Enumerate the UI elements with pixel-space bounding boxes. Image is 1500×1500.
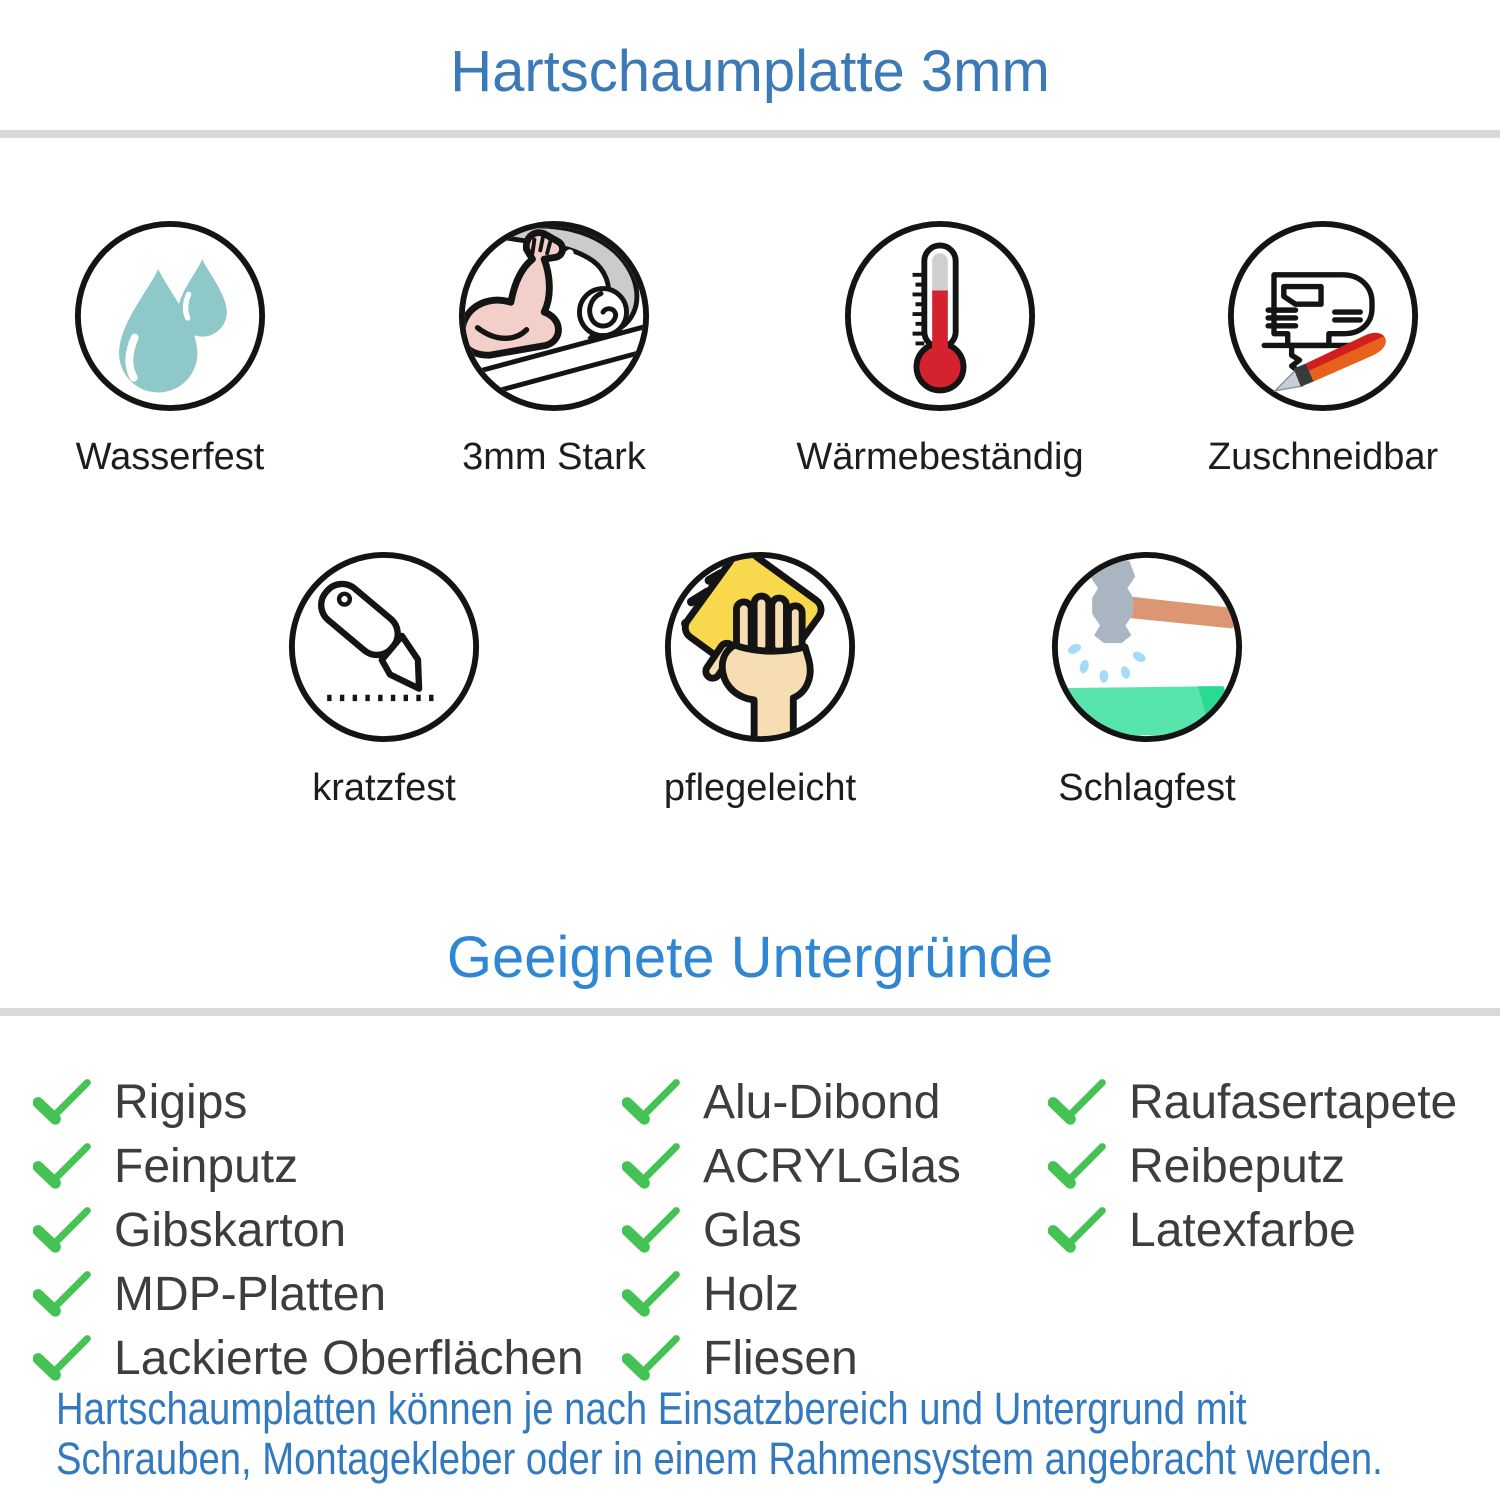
feature-3mm-stark [384, 218, 724, 479]
substrate-column-1 [33, 1070, 584, 1390]
feature-label: 3mm Stark [462, 436, 646, 478]
substrate-label: Rigips [114, 1075, 248, 1129]
footer-note [56, 1384, 1383, 1484]
substrate-item [33, 1326, 584, 1390]
divider [0, 130, 1500, 138]
check-icon [33, 1078, 91, 1126]
feature-label: kratzfest [312, 767, 456, 809]
thermometer-icon [842, 218, 1038, 414]
check-icon [33, 1142, 91, 1190]
substrate-label: Glas [703, 1203, 802, 1257]
substrate-column-2 [622, 1070, 961, 1390]
footer-line: Hartschaumplatten können je nach Einsatzbereich und Untergrund mit [56, 1383, 1247, 1434]
water-drops-icon [72, 218, 268, 414]
substrate-item [33, 1070, 584, 1134]
substrate-label: Lackierte Oberflächen [114, 1331, 584, 1385]
utility-knife-icon [286, 549, 482, 745]
check-icon [1048, 1142, 1106, 1190]
substrate-item [622, 1134, 961, 1198]
substrate-item [622, 1198, 961, 1262]
check-icon [622, 1142, 680, 1190]
feature-label: Schlagfest [1058, 767, 1236, 809]
substrate-label: Fliesen [703, 1331, 858, 1385]
feature-kratzfest [214, 549, 554, 810]
feature-waermebestaendig [770, 218, 1110, 479]
substrate-label: Holz [703, 1267, 800, 1321]
feature-label: pflegeleicht [663, 767, 857, 809]
substrate-label: ACRYLGlas [703, 1139, 961, 1193]
substrate-label: Alu-Dibond [703, 1075, 941, 1129]
feature-wasserfest [0, 218, 340, 479]
check-icon [1048, 1078, 1106, 1126]
substrate-item [622, 1070, 961, 1134]
substrate-label: Gibskarton [114, 1203, 347, 1257]
feature-label: Zuschneidbar [1207, 436, 1439, 478]
check-icon [622, 1270, 680, 1318]
substrate-label: Raufasertapete [1129, 1075, 1458, 1129]
hand-wiping-cloth-icon [662, 549, 858, 745]
substrate-item [1048, 1198, 1457, 1262]
substrate-item [622, 1262, 961, 1326]
substrate-item [33, 1198, 584, 1262]
feature-label: Wärmebeständig [796, 436, 1084, 478]
check-icon [33, 1206, 91, 1254]
check-icon [622, 1206, 680, 1254]
feature-schlagfest [977, 549, 1317, 810]
hammer-impact-icon [1049, 549, 1245, 745]
check-icon [622, 1078, 680, 1126]
substrate-item [622, 1326, 961, 1390]
substrate-label: Reibeputz [1129, 1139, 1346, 1193]
feature-zuschneidbar [1153, 218, 1493, 479]
check-icon [622, 1334, 680, 1382]
check-icon [33, 1270, 91, 1318]
substrate-item [33, 1134, 584, 1198]
check-icon [33, 1334, 91, 1382]
substrate-item [1048, 1134, 1457, 1198]
feature-pflegeleicht [590, 549, 930, 810]
footer-line: Schrauben, Montagekleber oder in einem Rahmensystem angebracht werden. [56, 1433, 1383, 1484]
jigsaw-cutter-icon [1225, 218, 1421, 414]
substrate-item [33, 1262, 584, 1326]
divider [0, 1008, 1500, 1016]
check-icon [1048, 1206, 1106, 1254]
section-title: Geeignete Untergründe [446, 925, 1054, 990]
substrate-item [1048, 1070, 1457, 1134]
feature-label: Wasserfest [75, 436, 265, 478]
substrate-label: Feinputz [114, 1139, 299, 1193]
substrate-label: MDP-Platten [114, 1267, 387, 1321]
substrate-label: Latexfarbe [1129, 1203, 1356, 1257]
page-title: Hartschaumplatte 3mm [450, 39, 1050, 104]
strong-arm-rolled-sheet-icon [456, 218, 652, 414]
substrate-column-3 [1048, 1070, 1457, 1262]
